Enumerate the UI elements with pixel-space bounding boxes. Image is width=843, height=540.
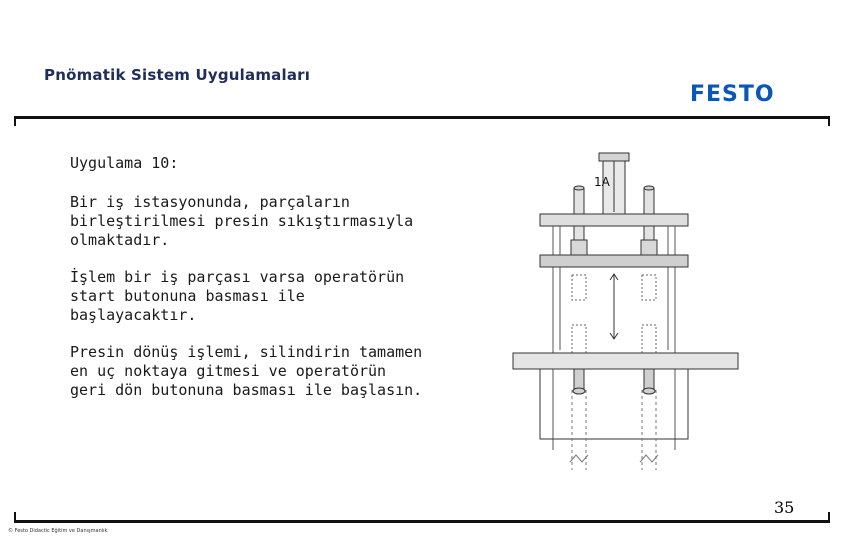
copyright-notice: © Festo Didactic Eğitim ve Danışmanlık <box>8 528 108 534</box>
paragraph-return-condition: Presin dönüş işlemi, silindirin tamamen en uç noktaya gitmesi ve operatörün geri dön butonuna basması ile başlasın. <box>70 343 423 399</box>
page-title: Pnömatik Sistem Uygulamaları <box>44 66 311 84</box>
pressing-plate <box>540 255 688 267</box>
workpiece-table <box>513 353 738 369</box>
header-divider <box>14 116 830 119</box>
footer-divider-tick-right <box>828 512 830 522</box>
paragraph-start-condition: İşlem bir iş parçası varsa operatörün start butonuna basması ile başlayacaktır. <box>70 268 405 324</box>
footer-divider-tick-left <box>14 512 16 522</box>
top-plate <box>540 214 688 226</box>
base-frame <box>540 369 688 439</box>
application-heading: Uygulama 10: <box>70 154 179 172</box>
header-divider-tick-left <box>14 116 16 126</box>
press-diagram <box>508 150 748 475</box>
page-number: 35 <box>774 498 795 517</box>
section-breaks <box>570 390 658 470</box>
slide-body <box>70 154 430 418</box>
festo-logo-text: FESTO <box>690 82 775 104</box>
footer-divider <box>14 520 830 523</box>
header-divider-tick-right <box>828 116 830 126</box>
stroke-arrow <box>610 274 618 339</box>
paragraph-description: Bir iş istasyonunda, parçaların birleştirilmesi presin sıkıştırmasıyla olmaktadır. <box>70 193 414 249</box>
festo-logo <box>690 82 810 104</box>
table-pins <box>573 369 655 394</box>
cylinder-label: 1A <box>594 175 610 189</box>
